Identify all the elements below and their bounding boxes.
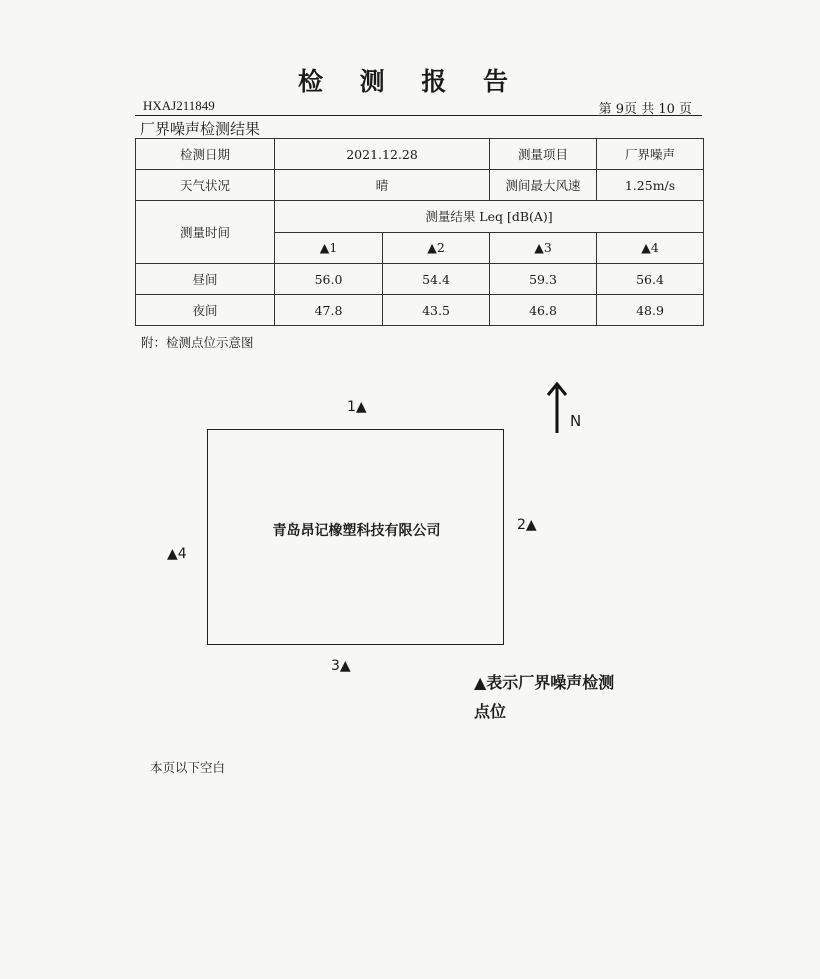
noise-results-table bbox=[135, 138, 704, 326]
section-title: 厂界噪声检测结果 bbox=[140, 120, 261, 138]
header-divider bbox=[135, 115, 702, 116]
legend-line: 点位 bbox=[474, 702, 507, 721]
page-number: 第 9页 共 10 页 bbox=[598, 102, 692, 117]
monitoring-point-1: 1▲ bbox=[347, 399, 367, 415]
table-row bbox=[136, 170, 704, 201]
factory-name: 青岛昂记橡塑科技有限公司 bbox=[272, 523, 441, 539]
point-header: ▲3 bbox=[490, 232, 597, 264]
north-label: N bbox=[570, 412, 582, 430]
label-result: 测量结果 Leq [dB(A)] bbox=[275, 201, 704, 233]
monitoring-point-4: ▲4 bbox=[167, 546, 187, 562]
label-time: 测量时间 bbox=[136, 201, 275, 264]
table-cell: 43.5 bbox=[383, 295, 490, 326]
value-wind: 1.25m/s bbox=[597, 170, 704, 201]
table-row bbox=[136, 295, 704, 326]
point-header: ▲2 bbox=[383, 232, 490, 264]
table-cell: 48.9 bbox=[597, 295, 704, 326]
table-row bbox=[136, 264, 704, 295]
table-cell: 54.4 bbox=[383, 264, 490, 295]
north-arrow-icon bbox=[545, 381, 569, 435]
monitoring-point-2: 2▲ bbox=[517, 517, 537, 533]
table-cell: 47.8 bbox=[275, 295, 383, 326]
label-date: 检测日期 bbox=[136, 139, 275, 170]
diagram-legend bbox=[474, 668, 644, 726]
value-date: 2021.12.28 bbox=[275, 139, 490, 170]
table-row bbox=[136, 201, 704, 233]
report-id: HXAJ211849 bbox=[143, 98, 215, 113]
label-weather: 天气状况 bbox=[136, 170, 275, 201]
label-item: 测量项目 bbox=[490, 139, 597, 170]
point-header: ▲4 bbox=[597, 232, 704, 264]
blank-page-note: 本页以下空白 bbox=[150, 760, 226, 775]
legend-line: ▲表示厂界噪声检测 bbox=[474, 673, 615, 692]
row-label-night: 夜间 bbox=[136, 295, 275, 326]
table-cell: 59.3 bbox=[490, 264, 597, 295]
appendix-note: 附：检测点位示意图 bbox=[141, 335, 254, 350]
value-item: 厂界噪声 bbox=[597, 139, 704, 170]
label-wind: 测间最大风速 bbox=[490, 170, 597, 201]
table-cell: 56.4 bbox=[597, 264, 704, 295]
report-title: 检 测 报 告 bbox=[297, 67, 523, 96]
row-label-day: 昼间 bbox=[136, 264, 275, 295]
table-cell: 46.8 bbox=[490, 295, 597, 326]
monitoring-point-3: 3▲ bbox=[331, 658, 351, 674]
table-row bbox=[136, 139, 704, 170]
factory-boundary bbox=[207, 429, 504, 645]
table-cell: 56.0 bbox=[275, 264, 383, 295]
value-weather: 晴 bbox=[275, 170, 490, 201]
point-header: ▲1 bbox=[275, 232, 383, 264]
